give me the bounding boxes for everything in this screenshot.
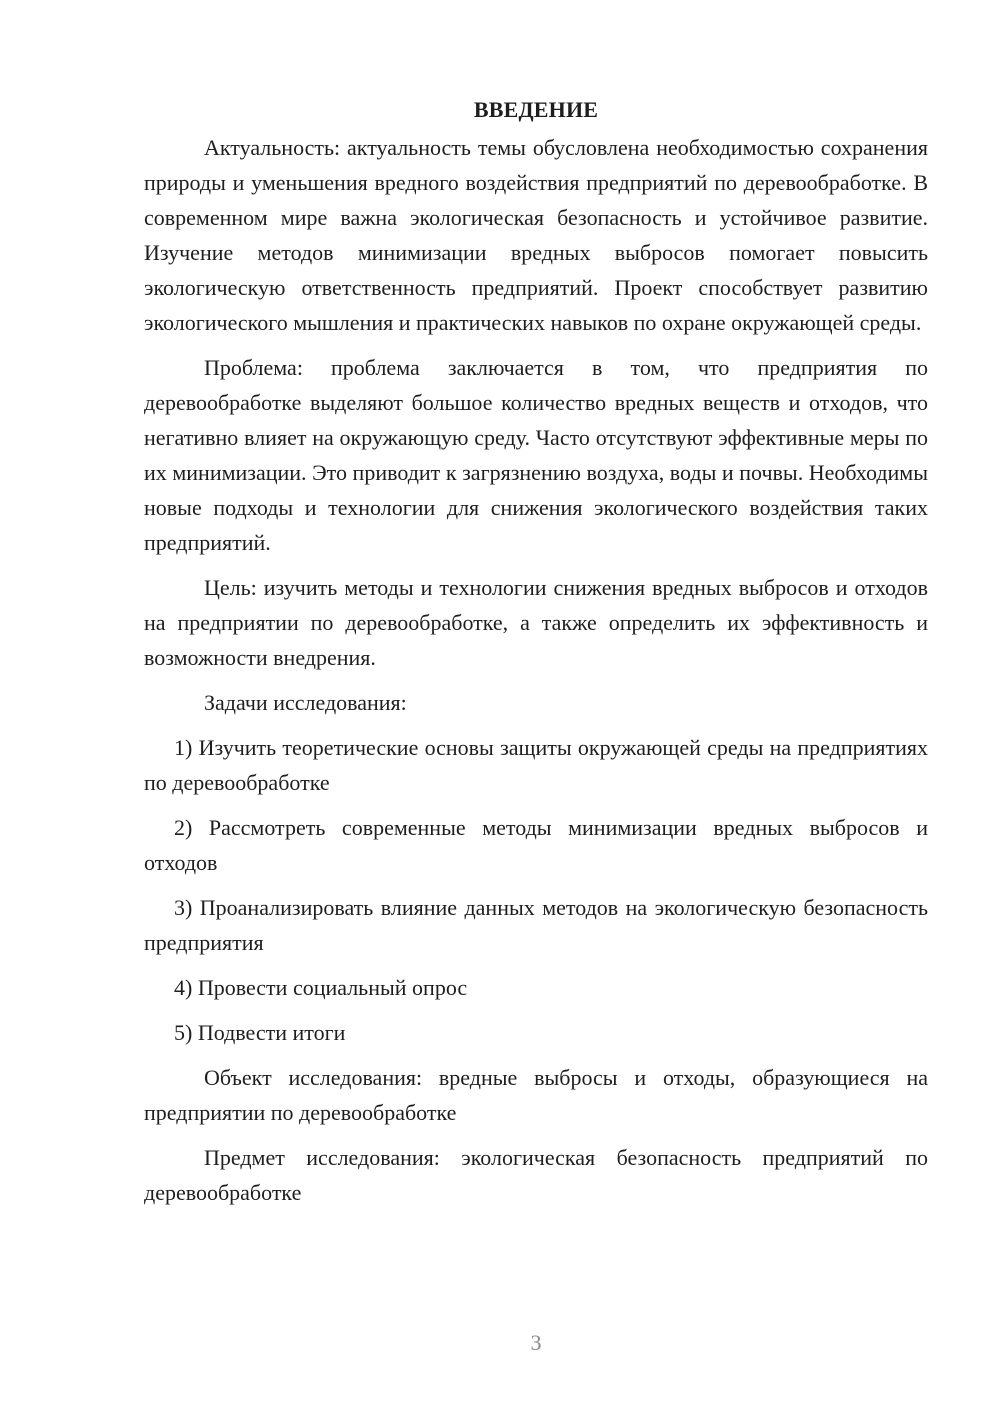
list-item: 4) Провести социальный опрос — [174, 975, 468, 1000]
list-item: 5) Подвести итоги — [174, 1020, 346, 1045]
list-item: 3) Проанализировать влияние данных методов на экологическую безопасность предприятия — [144, 895, 928, 955]
subject-paragraph: Предмет исследования: экологическая безопасность предприятий по деревообработке — [144, 1145, 928, 1205]
tasks-heading: Задачи исследования: — [204, 690, 407, 715]
goal-paragraph: Цель: изучить методы и технологии снижения вредных выбросов и отходов на предприятии по деревообработке, а также определить их эффективность и возможности внедрения. — [144, 575, 928, 670]
tasks-list — [144, 730, 928, 1050]
problem-paragraph: Проблема: проблема заключается в том, что предприятия по деревообработке выделяют большое количество вредных веществ и отходов, что негативно влияет на окружающую среду. Часто отсутствуют эффективные меры по их минимизации. Это приводит к загрязнению воздуха, воды и почвы. Необходимы новые подходы и технологии для снижения экологического воздействия таких предприятий. — [144, 355, 928, 555]
page-number: 3 — [530, 1330, 542, 1355]
page-title: ВВЕДЕНИЕ — [473, 97, 599, 122]
list-item: 2) Рассмотреть современные методы минимизации вредных выбросов и отходов — [144, 815, 928, 875]
object-paragraph: Объект исследования: вредные выбросы и отходы, образующиеся на предприятии по деревообработке — [144, 1065, 928, 1125]
list-item: 1) Изучить теоретические основы защиты окружающей среды на предприятиях по деревообработке — [144, 735, 928, 795]
relevance-paragraph: Актуальность: актуальность темы обусловлена необходимостью сохранения природы и уменьшения вредного воздействия предприятий по деревообработке. В современном мире важна экологическая безопасность и устойчивое развитие. Изучение методов минимизации вредных выбросов помогает повысить экологическую ответственность предприятий. Проект способствует развитию экологического мышления и практических навыков по охране окружающей среды. — [144, 135, 928, 335]
document-page — [144, 90, 928, 1220]
